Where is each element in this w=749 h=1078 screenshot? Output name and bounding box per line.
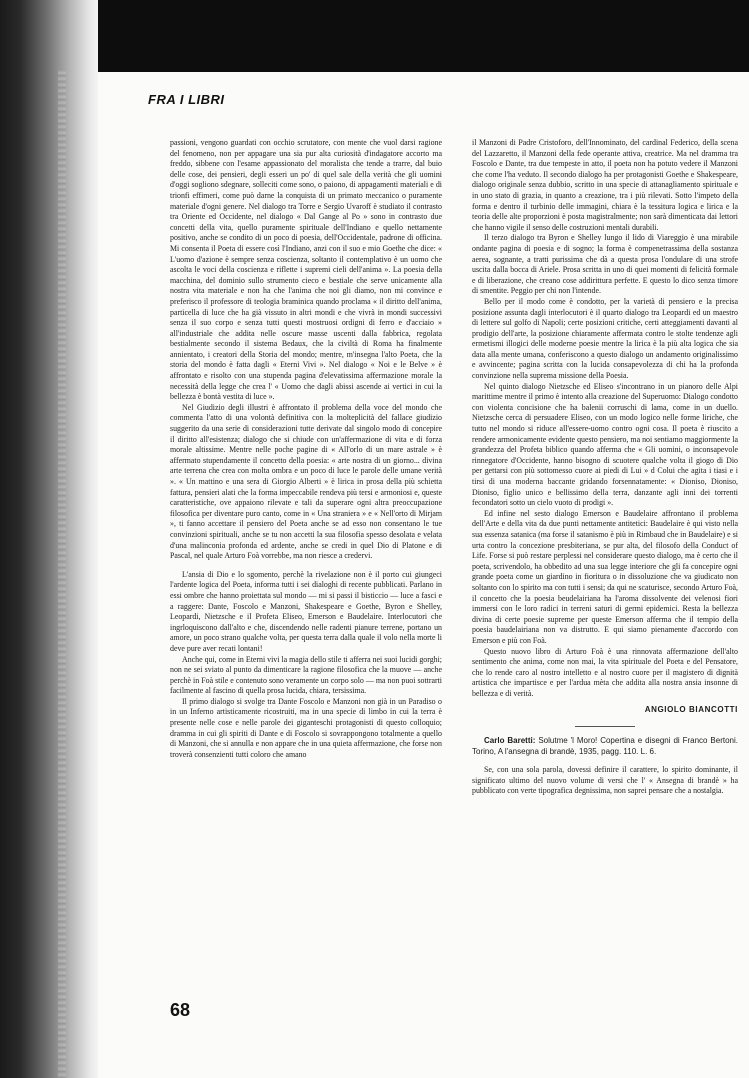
paragraph: passioni, vengono guardati con occhio scrutatore, con mente che vuol darsi ragione del fenomeno, non per appagare una sia pur alta curiosità d'indagatore accorto ma freddo, sibbene con l'esame appassionato del moralista che tende a trarre, dal buio delle cose, dei pensieri, degli esseri un po' di quel sale della verità che gli uomini d'oggi sogliono sdegnare, sollecitі come sono, o paiono, di appagamenti materiali e di trionfi effimeri, come può darne la conquista di un primato meccanico o puramente materiale d'ogni genere. Nel dialogo tra Torre e Sergio Uvaroff è studiato il contrasto tra Oriente ed Occidente, nel dialogo « Dal Gange al Po » sono in contrasto due concetti della vita, quello puramente spirituale dell'Indiano e quello nettamente positivo, anche se condito di un poco di poesia, dell'Occidentale, padrone di officina. Mi consenta il Poeta di essere così l'Indiano, anzi con il suo e mio Goethe che dice: « L'uomo d'azione è sempre senza coscienza, soltanto il contemplativo è un uomo che ascolta le voci della coscienza e riflette i supremi cieli dell'anima ». La poesia della macchina, del dominio sullo strumento cieco e bestiale che serve unicamente alla nostra vita materiale e non ha che l'anima che noi gli diamo, non mi convince e preferisco il professore di teologia braminica quando proclama « il diritto dell'anima, particella di luce che ha già vissuto in altri mondi e che vivrà in mondi successivi senza il suo corpo e senza tutti questi mostruosi ordigni di ferro e d'acciaio » all'industriale che addita nelle oscure masse uscenti dalla fabbrica, regolata bestialmente secondo il sistema Bedaux, che la civiltà di Roma ha finalmente annientato, i creatori della Storia del mondo; mentre, m'insegna l'alto Poeta, che la storia del mondo è fatta dagli « Eterni Vivi ». Nel dialogo « Noi e le Belve » è affrontato e risolto con una stupenda pagina d'elevatissima affermazione morale la necessità della legge che crea l' « Uomo che dagli abissi ascende ai vertici in cui la bellezza è bontà vestita di luce ».	[170, 138, 442, 402]
review-heading	[472, 735, 738, 757]
paragraph: Nel quinto dialogo Nietzsche ed Eliseo s'incontrano in un pianoro delle Alpi marittime mentre il primo è intento alla creazione del Superuomo: Dialogo condotto con violenta concisione che ha balenii corruschi di lama, come in un duello. Nietzsche cerca di persuadere Eliseo, con un modo logico nelle forme liriche, che tutto nel mondo si riduce all'essere-uomo contro ogni cosa. Il poeta è riuscito a rendere armonicamente evidente questo pensiero, ma noi sentiamo maggiormente la grandezza del Profeta biblico quando afferma che « Gli uomini, o inconsapevole rinnegatore d'Occidente, hanno bisogno di scuotere qualche volta il giogo di Dio per gettarsi con più sottomesso cuore ai piedi di Lui » d Colui che agita i tiasi e i tirsi di una moderna baccante gridando forsennatamente: « Dioniso, Dioniso, Dioniso, figlio unico e bellissimo della terra, danzante agli inni dei torrenti fecondatori sotto un cielo vuoto di prodigi ».	[472, 381, 738, 508]
paragraph: Ed infine nel sesto dialogo Emerson e Baudelaire affrontano il problema dell'Arte e della vita da due punti nettamente antitetici: Baudelaire è qui visto nella sua essenza satanica (ma forse il satanismo è più in Rimbaud che in Baudelaire) e si urta contro la concezione presbiteriana, se pur alta, del filosofo della Conduct of Life. Forse si può restare perplessi nel considerare questo dialogo, ma è certo che il poeta, scrivendolo, ha obbedito ad una sua legge interiore che gli fa concepire ogni grande poeta come un giardino in fioritura o in dissoluzione che va giudicato non soltanto con lo spirito ma con tutti i sensi; da qui ne scaturisce, secondo Arturo Foà, il concetto che la poesia beudelairiana ha l'aroma dissolvente dei velenosi fiori immersi con le loro radici in terreni saturi di germi epidemici. Resta la bellezza divina di certe poesie supreme per queste Emerson afferma che il tempio della poesia baudelairiana non va distrutto. E qui siamo pienamente d'accordo con Emerson e più con Foà.	[472, 508, 738, 645]
paragraph: Il primo dialogo si svolge tra Dante Foscolo e Manzoni non già in un Paradiso o in un Inferno artisticamente ricostruiti, ma in una specie di limbo in cui la terra è presente nelle cose e nelle parole dei giganteschi protagonisti di questo colloquio; dramma in cui gli spiriti di Dante e di Foscolo si sovrappongono totalmente a quello di Manzoni, che si annulla e non appare che in una quieta affermazione, che forse non troverà consenzienti tutti coloro che amano	[170, 696, 442, 759]
book-spine	[58, 70, 66, 1078]
review-paragraph: Se, con una sola parola, dovessi definire il carattere, lo spirito dominante, il significato ultimo del nuovo volume di versi che l' « Ansegna di brandè » ha pubblicato con verte tipografica degnissima, non saprei pensare che a nostalgia.	[472, 765, 738, 796]
running-header: FRA I LIBRI	[148, 92, 225, 107]
paragraph: Anche qui, come in Eterni vivi la magia dello stile ti afferra nei suoi lucidi gorghi; non ne sei sviato al punto da dimenticare la ragione filosofica che la muove — anche perchè in Foà stile e contenuto sono veramente un corpo solo — ma non puoi sottrarti facilmente al fascino di quella prosa lucida, chiara, tersissima.	[170, 654, 442, 696]
scan-top-margin	[0, 0, 749, 72]
paragraph: Il terzo dialogo tra Byron e Shelley lungo il lido di Viareggio è una mirabile ondante pagina di poesia e di sogno; la forma è compenetrassima della sostanza aerea, sognante, a tratti purissima che dà a questa prosa l'ondulare di una strofe uscita dalla bocca di Ariele. Prosa scritta in uno di quei momenti di felicità formale e di liberazione, che creano cose addirittura perfette. E questo lo dico senza timore di smentite. Peggio per chi non l'intende.	[472, 233, 738, 296]
paragraph: Nel Giudizio degli illustri è affrontato il problema della voce del mondo che commenta l'atto di una volontà definitiva con la molteplicità del fallace giudizio suggerito da una serie di considerazioni tutte derivate dal singolo modo di concepire il diritto all'esistenza; dialogo che si chiude con un'affermazione di vita e di forza morale altissime. Mentre nelle poche pagine di « All'orlo di un mare astrale » è affermato stupendamente il concetto della poesia: « arte nostra di un giorno... divina arte terrena che crea con molta ombra e un poco di luce le parole delle umane verità ». « Un mattino e una sera di Giorgio Alberti » è lirica in prosa della più schietta fattura, pensieri alati che la forma impeccabile rendeva più tersi e armoniosi e, queste caratteristiche, ove appaiono rilevate e tali da superare ogni altra preoccupazione filosofica per diventare puro canto, come in « Una straniera » e « Nell'orto di Mirjam », ti fanno accettare il pensiero del Poeta anche se ad esso non consentano le tue convinzioni spirituali, anche se tu non accetti la sua filosofia spesso desolata e velata d'una malinconia profonda ed ardente, anche se credi in quel Dio di Platone e di Pascal, nel quale Arturo Foà vorrebbe, ma non riesce a credervi.	[170, 402, 442, 561]
review-author: Carlo Baretti:	[484, 736, 536, 746]
paragraph: Questo nuovo libro di Arturo Foà è una rinnovata affermazione dell'alto sentimento che anima, come non mai, la vita spirituale del Poeta e del Pensatore, che lo rende caro al nostro intelletto e al nostro cuore per il magistero di dignità artistica che impartisce e per l'arduа mèta che addita alla nostra ansia insonne di bellezza e di verità.	[472, 646, 738, 698]
review-title: Solutme 'l Moro! Copertina e disegni di Franco Bertoni. Torino, A l'ansegna di brandè, 1935, pagg. 110. L. 6.	[472, 736, 738, 757]
page-number: 68	[170, 1000, 191, 1020]
right-column	[472, 138, 738, 797]
scan-binding-shadow	[0, 0, 98, 1078]
author-signature: ANGIOLO BIANCOTTI	[644, 705, 738, 715]
paragraph: Bello per il modo come è condotto, per la varietà di pensiero e la precisa posizione assunta dagli interlocutori è il quarto dialogo tra Leopardi ed un maestro di lettere sul golfo di Napoli; certe posizioni critiche, certi atteggiamenti davanti al prodigio dell'arte, la posizione chiaramente affermata contro le stolte tendenze agli ermetismi illogici delle moderne poesie mentre la lirica è la più alta logica che sia data alla mente umana, conferiscono a questo dialogo un andamento originalissimo e avvincente; pagina scritta con la lucida consapevolezza di chi ha la profonda convinzione nella suprema missione della Poesia.	[472, 296, 738, 381]
paragraph: L'ansia di Dio e lo sgomento, perchè la rivelazione non è il porto cui giungeci l'ardente logica del Poeta, informa tutti i sei dialoghi di recente pubblicati. Parlano in essi ombre che hanno proiettata sul mondo — mi si passi il bisticcio — luce a fasci e a raggere: Dante, Foscolo e Manzoni, Shakespeare e Goethe, Byron e Shelley, Leopardi, Nietzsche e il Profeta Eliseo, Emerson e Baudelaire. Interlocutori che ingrloquiscono dall'alto e che, discendendo nelle radenti pianure terrene, portano un amore, un poco strano qualche volta, per questa terra dalla quale il volo nella morte li deve pure aver recati lontani!	[170, 569, 442, 653]
paragraph: il Manzoni di Padre Cristoforo, dell'Innominato, del cardinal Federico, della scena del Lazzaretto, il Manzoni della fede operante attiva, creatrice. Ma nel dramma tra Foscolo e Dante, tra due tempeste in atto, il poeta non ha potuto vedere il Manzoni che come l'ha veduto. Il secondo dialogo ha per protagonisti Goethe e Shakespeare, dialogo originale senza dubbio, scritto in una specie di attanagliamento spirituale e in uno stato di grazia, in quanto a creazione, tra i più rilevati. Sotto l'impeto della forma e dentro il turbinio delle immagini, chiara è la tessitura logica e lirica e la teoria delle alte proporzioni è posta magistralmente; non sarà dimenticata dai lettori che hanno vigile il senso delle costruzioni mentali durabili.	[472, 138, 738, 232]
section-divider	[575, 726, 635, 727]
left-column	[170, 138, 442, 760]
